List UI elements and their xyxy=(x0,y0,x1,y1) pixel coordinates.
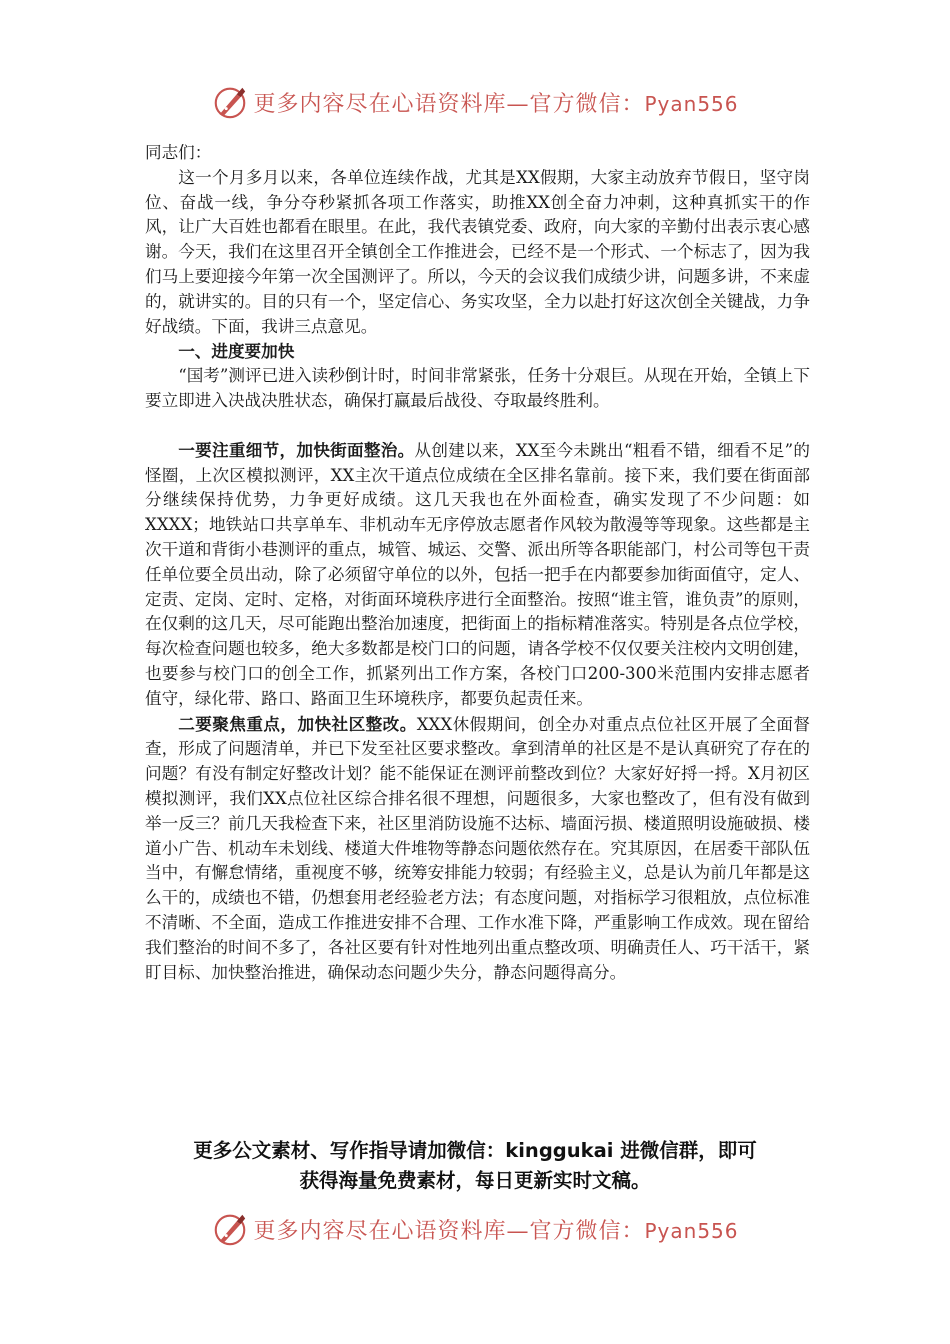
section-intro-paragraph: “国考”测评已进入读秒倒计时，时间非常紧张，任务十分艰巨。从现在开始，全镇上下要立即进入决战决胜状态，确保打赢最后战役、夺取最终胜利。 xyxy=(145,366,810,410)
point-2-lead: 二要聚焦重点，加快社区整改。 xyxy=(178,713,417,734)
promo-line-2: 获得海量免费素材，每日更新实时文稿。 xyxy=(299,1169,651,1192)
document-body xyxy=(145,141,810,985)
section-heading: 一、进度要加快 xyxy=(178,341,295,362)
banner-text: 更多内容尽在心语资料库—官方微信：Pyan556 xyxy=(253,1218,739,1244)
point-2-paragraph xyxy=(145,712,810,986)
promo-notice xyxy=(110,1136,840,1196)
banner-text: 更多内容尽在心语资料库—官方微信：Pyan556 xyxy=(253,91,739,117)
point-1-body: 从创建以来，XX至今未跳出“粗看不错，细看不足”的怪圈，上次区模拟测评，XX主次干道点位成绩在全区排名靠前。接下来，我们要在街面部分继续保持优势，力争更好成绩。这几天我也在外面检查，确实发现了不少问题：如XXXX；地铁站口共享单车、非机动车无序停放志愿者作风较为散漫等等现象。这些都是主次干道和背街小巷测评的重点，城管、城运、交警、派出所等各职能部门，村公司等包干责任单位要全员出动，除了必须留守单位的以外，包括一把手在内都要参加街面值守，定人、定责、定岗、定时、定格，对街面环境秩序进行全面整治。按照“谁主管，谁负责”的原则，在仅剩的这几天，尽可能跑出整治加速度，把街面上的指标精准落实。特别是各点位学校，每次检查问题也较多，绝大多数都是校门口的问题，请各学校不仅仅要关注校内文明创建，也要参与校门口的创全工作，抓紧列出工作方案，各校门口200-300米范围内安排志愿者值守，绿化带、路口、路面卫生环境秩序，都要负起责任来。 xyxy=(145,440,811,708)
header-banner xyxy=(0,80,950,124)
footer-banner xyxy=(0,1207,950,1251)
point-1-lead: 一要注重细节，加快街面整治。 xyxy=(178,439,415,460)
greeting: 同志们： xyxy=(145,143,212,162)
pen-nib-logo xyxy=(211,1210,249,1248)
intro-paragraph: 这一个月多月以来，各单位连续作战，尤其是XX假期，大家主动放弃节假日，坚守岗位、奋战一线，争分夺秒紧抓各项工作落实，助推XX创全奋力冲刺，这种真抓实干的作风，让广大百姓也都看在眼里。在此，我代表镇党委、政府，向大家的辛勤付出表示衷心感谢。今天，我们在这里召开全镇创全工作推进会，已经不是一个形式、一个标志了，因为我们马上要迎接今年第一次全国测评了。所以，今天的会议我们成绩少讲，问题多讲，不来虚的，就讲实的。目的只有一个，坚定信心、务实攻坚，全力以赴打好这次创全关键战，力争好战绩。下面，我讲三点意见。 xyxy=(145,167,810,336)
pen-nib-logo xyxy=(211,83,249,121)
point-2-body: XXX休假期间，创全办对重点点位社区开展了全面督查，形成了问题清单，并已下发至社区要求整改。拿到清单的社区是不是认真研究了存在的问题？有没有制定好整改计划？能不能保证在测评前整改到位？大家好好捋一捋。X月初区模拟测评，我们XX点位社区综合排名很不理想，问题很多，大家也整改了，但有没有做到举一反三？前几天我检查下来，社区里消防设施不达标、墙面污损、楼道照明设施破损、楼道小广告、机动车未划线、楼道大件堆物等静态问题依然存在。究其原因，在居委干部队伍当中，有懈怠情绪，重视度不够，统筹安排能力较弱；有经验主义，总是认为前几年都是这么干的，成绩也不错，仍想套用老经验老方法；有态度问题，对指标学习很粗放，点位标准不清晰、不全面，造成工作推进安排不合理、工作水准下降，严重影响工作成效。现在留给我们整治的时间不多了，各社区要有针对性地列出重点整改项、明确责任人、巧干活干，紧盯目标、加快整治推进，确保动态问题少失分，静态问题得高分。 xyxy=(145,714,810,982)
point-1-paragraph xyxy=(145,438,810,712)
promo-line-1: 更多公文素材、写作指导请加微信：kinggukai 进微信群，即可 xyxy=(193,1139,757,1162)
